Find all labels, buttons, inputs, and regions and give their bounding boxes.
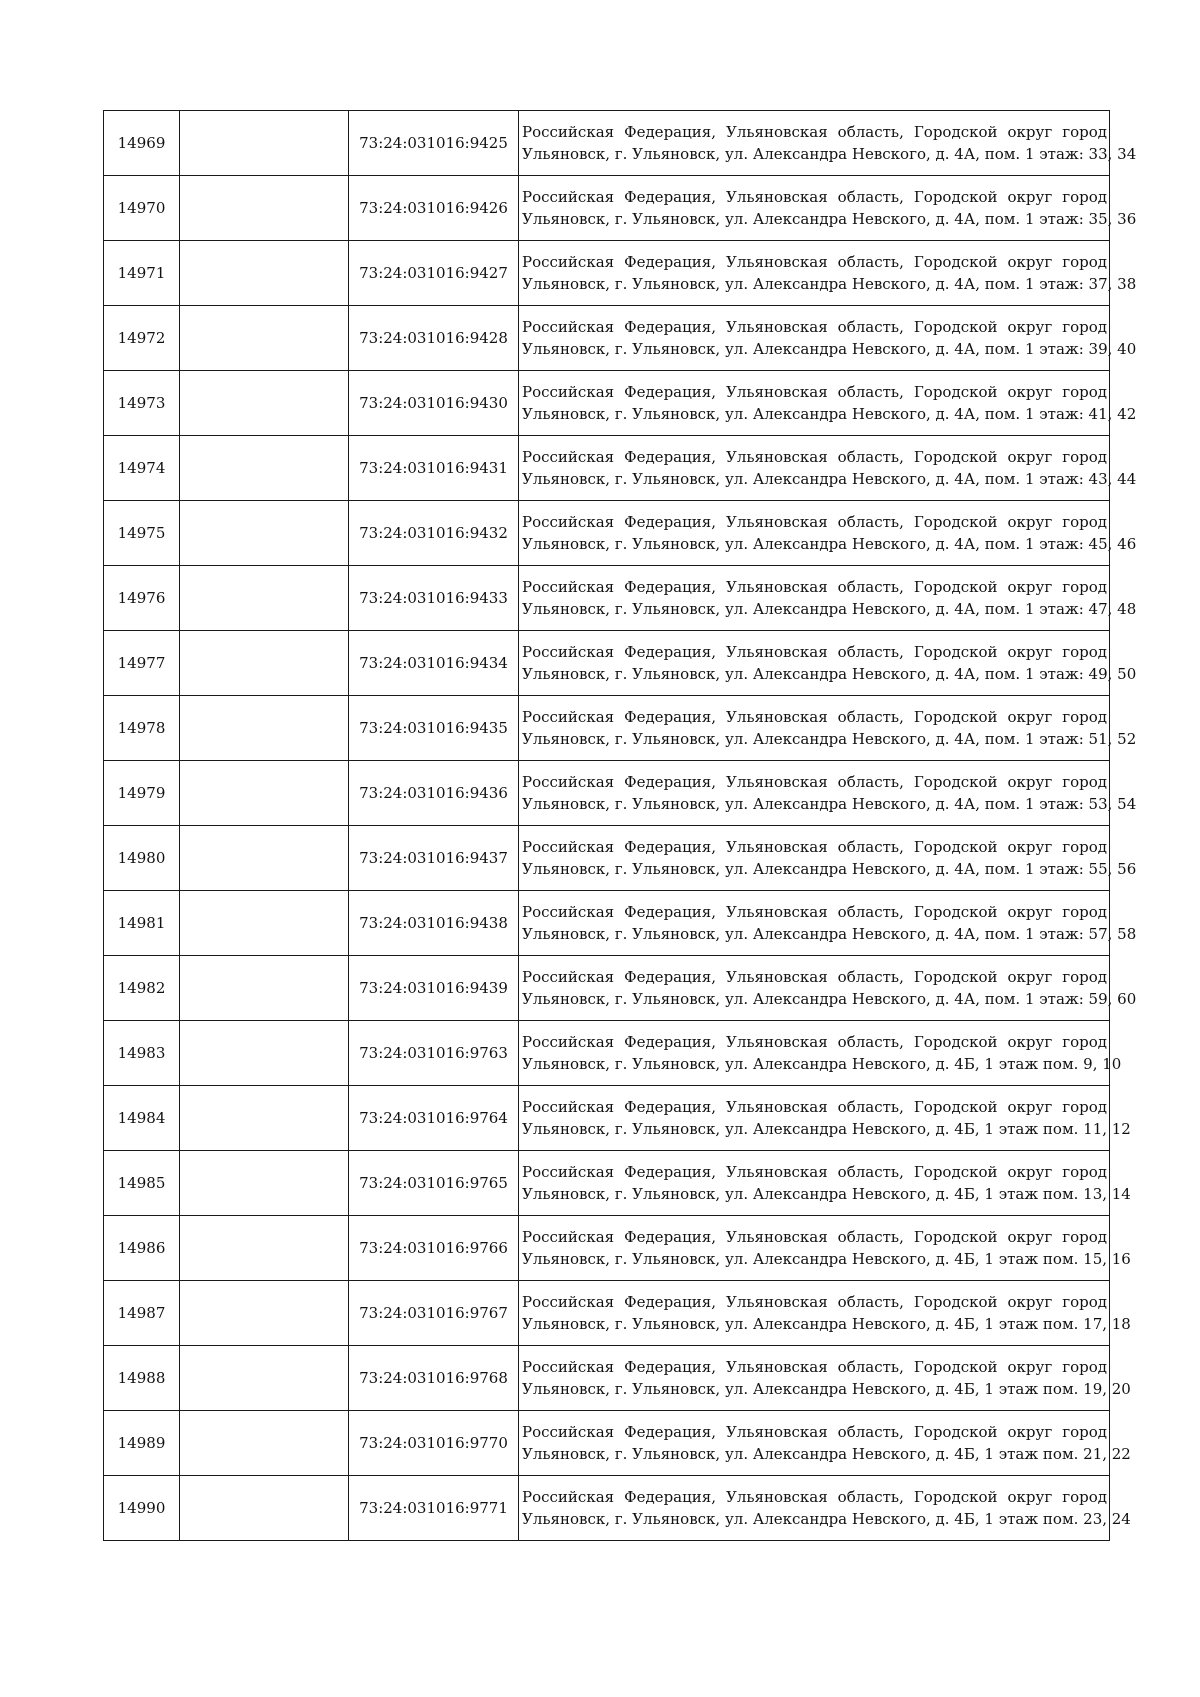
address-line-1: Российская Федерация, Ульяновская область, Городской округ город bbox=[522, 838, 1107, 856]
row-number: 14982 bbox=[117, 979, 166, 997]
row-number-cell bbox=[104, 696, 180, 761]
cadastral-number-cell bbox=[349, 176, 519, 241]
empty-cell bbox=[180, 1021, 349, 1086]
address-cell bbox=[519, 371, 1137, 436]
address-line-1: Российская Федерация, Ульяновская область, Городской округ город bbox=[522, 708, 1107, 726]
cadastral-number: 73:24:031016:9425 bbox=[359, 134, 508, 152]
cadastral-number: 73:24:031016:9770 bbox=[359, 1434, 508, 1452]
cadastral-number: 73:24:031016:9432 bbox=[359, 524, 508, 542]
address-cell bbox=[519, 501, 1137, 566]
address-line-1: Российская Федерация, Ульяновская область, Городской округ город bbox=[522, 253, 1107, 271]
address-line-2: Ульяновск, г. Ульяновск, ул. Александра Невского, д. 4А, пом. 1 этаж: 33, 34 bbox=[522, 145, 1137, 163]
empty-cell bbox=[180, 1151, 349, 1216]
empty-cell bbox=[180, 1281, 349, 1346]
table-row bbox=[104, 1346, 1110, 1411]
cadastral-number-cell bbox=[349, 566, 519, 631]
row-number-cell bbox=[104, 566, 180, 631]
row-number-cell bbox=[104, 1021, 180, 1086]
row-number: 14973 bbox=[117, 394, 166, 412]
row-number: 14983 bbox=[117, 1044, 166, 1062]
row-number-cell bbox=[104, 1346, 180, 1411]
address-line-2: Ульяновск, г. Ульяновск, ул. Александра Невского, д. 4А, пом. 1 этаж: 57, 58 bbox=[522, 925, 1137, 943]
row-number: 14986 bbox=[117, 1239, 166, 1257]
row-number-cell bbox=[104, 436, 180, 501]
address-cell bbox=[519, 111, 1137, 176]
cadastral-number-cell bbox=[349, 1411, 519, 1476]
cadastral-number-cell bbox=[349, 241, 519, 306]
address-line-2: Ульяновск, г. Ульяновск, ул. Александра Невского, д. 4А, пом. 1 этаж: 51, 52 bbox=[522, 730, 1137, 748]
address-line-2: Ульяновск, г. Ульяновск, ул. Александра Невского, д. 4А, пом. 1 этаж: 41, 42 bbox=[522, 405, 1137, 423]
row-number-cell bbox=[104, 826, 180, 891]
cadastral-number: 73:24:031016:9763 bbox=[359, 1044, 508, 1062]
cadastral-number-cell bbox=[349, 371, 519, 436]
address-line-2: Ульяновск, г. Ульяновск, ул. Александра Невского, д. 4А, пом. 1 этаж: 43, 44 bbox=[522, 470, 1137, 488]
address-cell bbox=[519, 566, 1137, 631]
table-row bbox=[104, 371, 1110, 436]
address-cell bbox=[519, 436, 1137, 501]
empty-cell bbox=[180, 891, 349, 956]
cadastral-number-cell bbox=[349, 1151, 519, 1216]
table-row bbox=[104, 1476, 1110, 1541]
cadastral-number: 73:24:031016:9765 bbox=[359, 1174, 508, 1192]
row-number-cell bbox=[104, 176, 180, 241]
row-number: 14981 bbox=[117, 914, 166, 932]
address-line-1: Российская Федерация, Ульяновская область, Городской округ город bbox=[522, 643, 1107, 661]
address-cell bbox=[519, 761, 1137, 826]
cadastral-number: 73:24:031016:9767 bbox=[359, 1304, 508, 1322]
table-row bbox=[104, 1411, 1110, 1476]
table-row bbox=[104, 241, 1110, 306]
table-row bbox=[104, 176, 1110, 241]
address-line-2: Ульяновск, г. Ульяновск, ул. Александра Невского, д. 4Б, 1 этаж пом. 21, 22 bbox=[522, 1445, 1131, 1463]
address-line-2: Ульяновск, г. Ульяновск, ул. Александра Невского, д. 4А, пом. 1 этаж: 39, 40 bbox=[522, 340, 1137, 358]
address-cell bbox=[519, 306, 1137, 371]
cadastral-number: 73:24:031016:9430 bbox=[359, 394, 508, 412]
row-number-cell bbox=[104, 111, 180, 176]
table-row bbox=[104, 761, 1110, 826]
address-line-2: Ульяновск, г. Ульяновск, ул. Александра Невского, д. 4А, пом. 1 этаж: 35, 36 bbox=[522, 210, 1137, 228]
row-number-cell bbox=[104, 1476, 180, 1541]
cadastral-number-cell bbox=[349, 1086, 519, 1151]
row-number: 14976 bbox=[117, 589, 166, 607]
cadastral-number: 73:24:031016:9433 bbox=[359, 589, 508, 607]
empty-cell bbox=[180, 176, 349, 241]
table-row bbox=[104, 631, 1110, 696]
cadastral-number-cell bbox=[349, 956, 519, 1021]
address-line-1: Российская Федерация, Ульяновская область, Городской округ город bbox=[522, 1423, 1107, 1441]
address-cell bbox=[519, 826, 1137, 891]
address-line-2: Ульяновск, г. Ульяновск, ул. Александра Невского, д. 4Б, 1 этаж пом. 17, 18 bbox=[522, 1315, 1131, 1333]
address-cell bbox=[519, 1151, 1131, 1216]
address-line-2: Ульяновск, г. Ульяновск, ул. Александра Невского, д. 4Б, 1 этаж пом. 15, 16 bbox=[522, 1250, 1131, 1268]
address-line-1: Российская Федерация, Ульяновская область, Городской округ город bbox=[522, 383, 1107, 401]
address-line-1: Российская Федерация, Ульяновская область, Городской округ город bbox=[522, 903, 1107, 921]
address-line-1: Российская Федерация, Ульяновская область, Городской округ город bbox=[522, 448, 1107, 466]
empty-cell bbox=[180, 111, 349, 176]
row-number: 14969 bbox=[117, 134, 166, 152]
cadastral-number-cell bbox=[349, 111, 519, 176]
cadastral-number: 73:24:031016:9426 bbox=[359, 199, 508, 217]
cadastral-number: 73:24:031016:9771 bbox=[359, 1499, 508, 1517]
row-number-cell bbox=[104, 891, 180, 956]
address-cell bbox=[519, 1021, 1122, 1086]
empty-cell bbox=[180, 1086, 349, 1151]
address-line-2: Ульяновск, г. Ульяновск, ул. Александра Невского, д. 4А, пом. 1 этаж: 47, 48 bbox=[522, 600, 1137, 618]
address-line-1: Российская Федерация, Ульяновская область, Городской округ город bbox=[522, 1358, 1107, 1376]
empty-cell bbox=[180, 371, 349, 436]
row-number: 14990 bbox=[117, 1499, 166, 1517]
address-line-1: Российская Федерация, Ульяновская область, Городской округ город bbox=[522, 1033, 1107, 1051]
row-number: 14970 bbox=[117, 199, 166, 217]
address-line-1: Российская Федерация, Ульяновская область, Городской округ город bbox=[522, 513, 1107, 531]
cadastral-number-cell bbox=[349, 1281, 519, 1346]
address-cell bbox=[519, 176, 1137, 241]
cadastral-number-cell bbox=[349, 761, 519, 826]
cadastral-number-cell bbox=[349, 436, 519, 501]
cadastral-number: 73:24:031016:9438 bbox=[359, 914, 508, 932]
address-cell bbox=[519, 1476, 1131, 1541]
table-row bbox=[104, 826, 1110, 891]
cadastral-number-cell bbox=[349, 1216, 519, 1281]
address-line-2: Ульяновск, г. Ульяновск, ул. Александра Невского, д. 4Б, 1 этаж пом. 23, 24 bbox=[522, 1510, 1131, 1528]
address-line-1: Российская Федерация, Ульяновская область, Городской округ город bbox=[522, 123, 1107, 141]
address-line-1: Российская Федерация, Ульяновская область, Городской округ город bbox=[522, 1098, 1107, 1116]
address-cell bbox=[519, 891, 1137, 956]
table-row bbox=[104, 956, 1110, 1021]
address-line-2: Ульяновск, г. Ульяновск, ул. Александра Невского, д. 4А, пом. 1 этаж: 37, 38 bbox=[522, 275, 1137, 293]
address-cell bbox=[519, 241, 1137, 306]
address-line-1: Российская Федерация, Ульяновская область, Городской округ город bbox=[522, 1293, 1107, 1311]
cadastral-number-cell bbox=[349, 306, 519, 371]
address-cell bbox=[519, 1346, 1131, 1411]
empty-cell bbox=[180, 1346, 349, 1411]
cadastral-number-cell bbox=[349, 696, 519, 761]
row-number: 14972 bbox=[117, 329, 166, 347]
table-row bbox=[104, 436, 1110, 501]
empty-cell bbox=[180, 436, 349, 501]
cadastral-number-cell bbox=[349, 631, 519, 696]
address-line-2: Ульяновск, г. Ульяновск, ул. Александра Невского, д. 4Б, 1 этаж пом. 11, 12 bbox=[522, 1120, 1131, 1138]
row-number-cell bbox=[104, 1086, 180, 1151]
address-cell bbox=[519, 1086, 1131, 1151]
cadastral-number: 73:24:031016:9427 bbox=[359, 264, 508, 282]
empty-cell bbox=[180, 306, 349, 371]
table-row bbox=[104, 1216, 1110, 1281]
row-number-cell bbox=[104, 956, 180, 1021]
cadastral-number-cell bbox=[349, 891, 519, 956]
row-number: 14987 bbox=[117, 1304, 166, 1322]
cadastral-number: 73:24:031016:9766 bbox=[359, 1239, 508, 1257]
cadastral-number: 73:24:031016:9768 bbox=[359, 1369, 508, 1387]
empty-cell bbox=[180, 761, 349, 826]
empty-cell bbox=[180, 501, 349, 566]
row-number: 14988 bbox=[117, 1369, 166, 1387]
table-row bbox=[104, 1281, 1110, 1346]
address-line-2: Ульяновск, г. Ульяновск, ул. Александра Невского, д. 4А, пом. 1 этаж: 53, 54 bbox=[522, 795, 1137, 813]
address-cell bbox=[519, 696, 1137, 761]
cadastral-number-cell bbox=[349, 1476, 519, 1541]
table-row bbox=[104, 111, 1110, 176]
table-row bbox=[104, 1086, 1110, 1151]
empty-cell bbox=[180, 1216, 349, 1281]
table-row bbox=[104, 566, 1110, 631]
cadastral-number: 73:24:031016:9764 bbox=[359, 1109, 508, 1127]
address-cell bbox=[519, 1281, 1131, 1346]
cadastral-number-cell bbox=[349, 826, 519, 891]
row-number-cell bbox=[104, 1411, 180, 1476]
cadastral-number-cell bbox=[349, 1346, 519, 1411]
address-cell bbox=[519, 1216, 1131, 1281]
address-line-1: Российская Федерация, Ульяновская область, Городской округ город bbox=[522, 318, 1107, 336]
empty-cell bbox=[180, 566, 349, 631]
cadastral-number: 73:24:031016:9431 bbox=[359, 459, 508, 477]
row-number: 14985 bbox=[117, 1174, 166, 1192]
table-row bbox=[104, 891, 1110, 956]
row-number: 14971 bbox=[117, 264, 166, 282]
table-row bbox=[104, 696, 1110, 761]
address-line-1: Российская Федерация, Ульяновская область, Городской округ город bbox=[522, 773, 1107, 791]
address-line-1: Российская Федерация, Ульяновская область, Городской округ город bbox=[522, 968, 1107, 986]
address-line-1: Российская Федерация, Ульяновская область, Городской округ город bbox=[522, 188, 1107, 206]
row-number: 14979 bbox=[117, 784, 166, 802]
empty-cell bbox=[180, 696, 349, 761]
table-row bbox=[104, 501, 1110, 566]
address-line-2: Ульяновск, г. Ульяновск, ул. Александра Невского, д. 4Б, 1 этаж пом. 13, 14 bbox=[522, 1185, 1131, 1203]
row-number-cell bbox=[104, 1281, 180, 1346]
row-number-cell bbox=[104, 761, 180, 826]
address-line-1: Российская Федерация, Ульяновская область, Городской округ город bbox=[522, 1163, 1107, 1181]
cadastral-number: 73:24:031016:9428 bbox=[359, 329, 508, 347]
registry-table bbox=[103, 110, 1137, 1541]
cadastral-number: 73:24:031016:9435 bbox=[359, 719, 508, 737]
empty-cell bbox=[180, 631, 349, 696]
address-cell bbox=[519, 631, 1137, 696]
empty-cell bbox=[180, 956, 349, 1021]
row-number: 14984 bbox=[117, 1109, 166, 1127]
table-row bbox=[104, 306, 1110, 371]
row-number-cell bbox=[104, 1151, 180, 1216]
empty-cell bbox=[180, 1476, 349, 1541]
row-number-cell bbox=[104, 241, 180, 306]
row-number-cell bbox=[104, 501, 180, 566]
row-number: 14978 bbox=[117, 719, 166, 737]
address-line-2: Ульяновск, г. Ульяновск, ул. Александра Невского, д. 4Б, 1 этаж пом. 9, 10 bbox=[522, 1055, 1122, 1073]
table-row bbox=[104, 1151, 1110, 1216]
row-number: 14980 bbox=[117, 849, 166, 867]
table-body bbox=[104, 111, 1137, 1541]
empty-cell bbox=[180, 826, 349, 891]
row-number: 14975 bbox=[117, 524, 166, 542]
row-number-cell bbox=[104, 371, 180, 436]
address-line-2: Ульяновск, г. Ульяновск, ул. Александра Невского, д. 4А, пом. 1 этаж: 55, 56 bbox=[522, 860, 1137, 878]
address-line-2: Ульяновск, г. Ульяновск, ул. Александра Невского, д. 4А, пом. 1 этаж: 49, 50 bbox=[522, 665, 1137, 683]
row-number: 14989 bbox=[117, 1434, 166, 1452]
row-number-cell bbox=[104, 1216, 180, 1281]
address-line-1: Российская Федерация, Ульяновская область, Городской округ город bbox=[522, 1488, 1107, 1506]
row-number-cell bbox=[104, 631, 180, 696]
cadastral-number: 73:24:031016:9437 bbox=[359, 849, 508, 867]
address-line-2: Ульяновск, г. Ульяновск, ул. Александра Невского, д. 4Б, 1 этаж пом. 19, 20 bbox=[522, 1380, 1131, 1398]
table-row bbox=[104, 1021, 1110, 1086]
address-cell bbox=[519, 956, 1137, 1021]
cadastral-number: 73:24:031016:9436 bbox=[359, 784, 508, 802]
empty-cell bbox=[180, 241, 349, 306]
cadastral-number-cell bbox=[349, 501, 519, 566]
cadastral-number-cell bbox=[349, 1021, 519, 1086]
empty-cell bbox=[180, 1411, 349, 1476]
address-line-1: Российская Федерация, Ульяновская область, Городской округ город bbox=[522, 1228, 1107, 1246]
address-line-2: Ульяновск, г. Ульяновск, ул. Александра Невского, д. 4А, пом. 1 этаж: 59, 60 bbox=[522, 990, 1137, 1008]
address-line-1: Российская Федерация, Ульяновская область, Городской округ город bbox=[522, 578, 1107, 596]
row-number: 14977 bbox=[117, 654, 166, 672]
row-number-cell bbox=[104, 306, 180, 371]
row-number: 14974 bbox=[117, 459, 166, 477]
address-cell bbox=[519, 1411, 1131, 1476]
address-line-2: Ульяновск, г. Ульяновск, ул. Александра Невского, д. 4А, пом. 1 этаж: 45, 46 bbox=[522, 535, 1137, 553]
cadastral-number: 73:24:031016:9439 bbox=[359, 979, 508, 997]
cadastral-number: 73:24:031016:9434 bbox=[359, 654, 508, 672]
